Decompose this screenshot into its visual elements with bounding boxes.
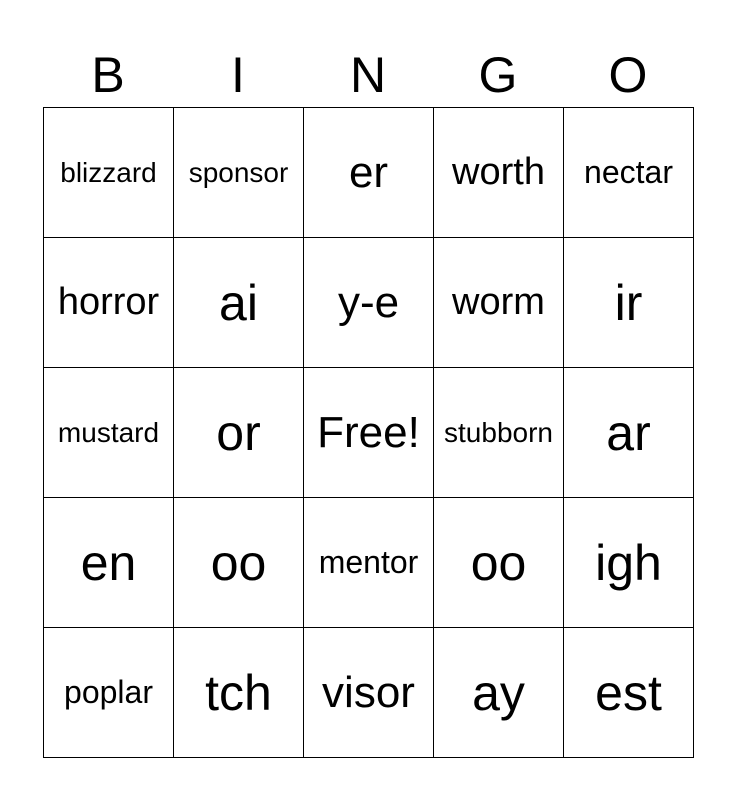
- bingo-cell[interactable]: en: [44, 498, 174, 628]
- header-letter-g: G: [478, 47, 518, 103]
- bingo-cell[interactable]: stubborn: [434, 368, 564, 498]
- free-space-cell[interactable]: Free!: [304, 368, 434, 498]
- bingo-cell[interactable]: blizzard: [44, 108, 174, 238]
- bingo-cell[interactable]: horror: [44, 238, 174, 368]
- header-letter-b: B: [91, 47, 125, 103]
- bingo-cell[interactable]: visor: [304, 628, 434, 758]
- bingo-cell[interactable]: or: [174, 368, 304, 498]
- bingo-board: [43, 107, 694, 758]
- header-letter-n: N: [349, 47, 387, 103]
- bingo-cell[interactable]: ir: [564, 238, 694, 368]
- bingo-cell[interactable]: y-e: [304, 238, 434, 368]
- bingo-cell[interactable]: ar: [564, 368, 694, 498]
- bingo-cell[interactable]: poplar: [44, 628, 174, 758]
- bingo-cell[interactable]: tch: [174, 628, 304, 758]
- bingo-cell[interactable]: oo: [434, 498, 564, 628]
- bingo-cell[interactable]: sponsor: [174, 108, 304, 238]
- bingo-cell[interactable]: oo: [174, 498, 304, 628]
- bingo-cell[interactable]: est: [564, 628, 694, 758]
- bingo-cell[interactable]: nectar: [564, 108, 694, 238]
- bingo-cell[interactable]: worm: [434, 238, 564, 368]
- bingo-cell[interactable]: mentor: [304, 498, 434, 628]
- bingo-header: [43, 44, 693, 106]
- bingo-cell[interactable]: igh: [564, 498, 694, 628]
- bingo-cell[interactable]: ay: [434, 628, 564, 758]
- bingo-cell[interactable]: ai: [174, 238, 304, 368]
- header-letter-o: O: [608, 47, 648, 103]
- header-letter-i: I: [231, 47, 245, 103]
- bingo-cell[interactable]: er: [304, 108, 434, 238]
- bingo-cell[interactable]: mustard: [44, 368, 174, 498]
- bingo-cell[interactable]: worth: [434, 108, 564, 238]
